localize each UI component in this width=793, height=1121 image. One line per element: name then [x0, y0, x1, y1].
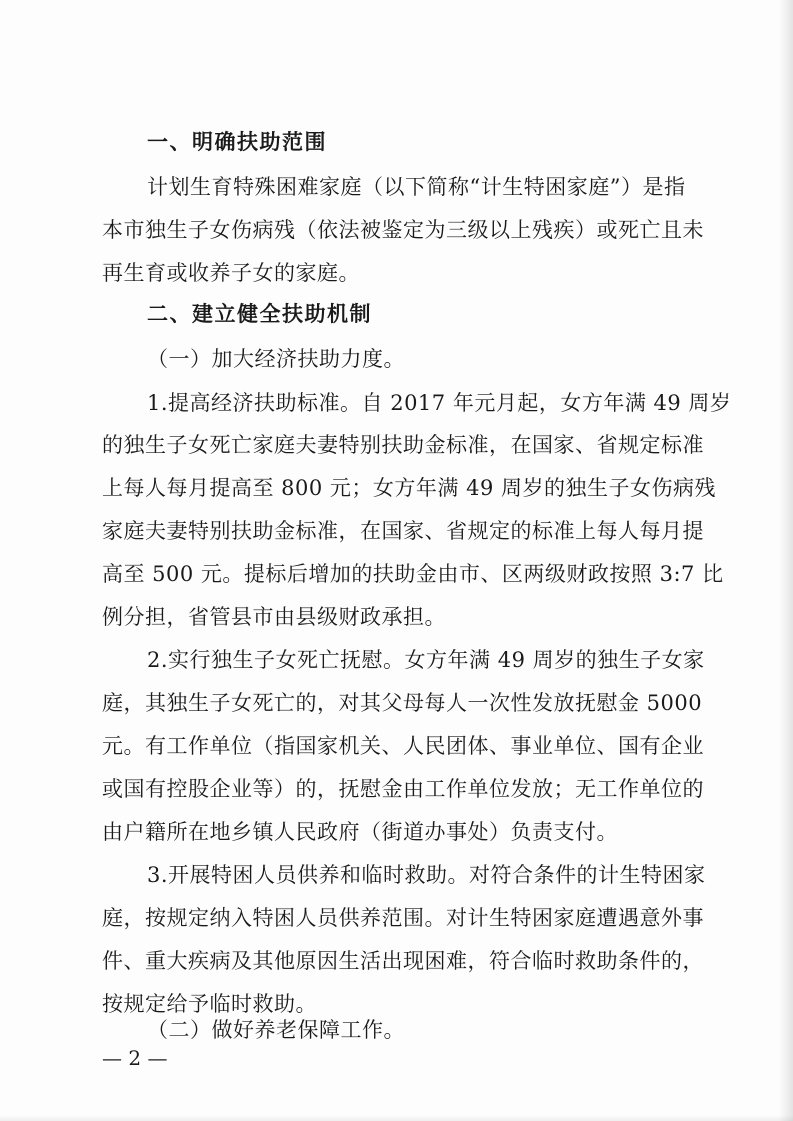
paragraph-line: 本市独生子女伤病残（依法被鉴定为三级以上残疾）或死亡且未 — [102, 218, 704, 242]
paragraph-line: 的独生子女死亡家庭夫妻特别扶助金标准，在国家、省规定标准 — [102, 433, 704, 457]
paragraph-line: 元。有工作单位（指国家机关、人民团体、事业单位、国有企业 — [102, 734, 704, 758]
paragraph-line: 或国有控股企业等）的，抚慰金由工作单位发放；无工作单位的 — [102, 777, 704, 801]
scan-edge-shadow — [779, 0, 793, 1121]
paragraph-line: 2.实行独生子女死亡抚慰。女方年满 49 周岁的独生子女家 — [147, 648, 705, 672]
paragraph-line: 高至 500 元。提标后增加的扶助金由市、区两级财政按照 3:7 比 — [102, 562, 724, 586]
paragraph-line: 上每人每月提高至 800 元；女方年满 49 周岁的独生子女伤病残 — [102, 476, 717, 500]
paragraph-line: 1.提高经济扶助标准。自 2017 年元月起，女方年满 49 周岁 — [147, 391, 732, 415]
paragraph-line: 计划生育特殊困难家庭（以下简称“计生特困家庭”）是指 — [147, 175, 686, 199]
paragraph-line: 庭，按规定纳入特困人员供养范围。对计生特困家庭遭遇意外事 — [102, 906, 704, 930]
paragraph-line: 庭，其独生子女死亡的，对其父母每人一次性发放抚慰金 5000 — [102, 691, 703, 715]
paragraph-line: 由户籍所在地乡镇人民政府（街道办事处）负责支付。 — [102, 820, 618, 844]
paragraph-line: 再生育或收养子女的家庭。 — [102, 261, 360, 285]
section-heading-2: 二、建立健全扶助机制 — [147, 302, 372, 326]
subsection-heading: （二）做好养老保障工作。 — [147, 1018, 405, 1042]
subsection-heading: （一）加大经济扶助力度。 — [147, 347, 405, 371]
paragraph-line: 3.开展特困人员供养和临时救助。对符合条件的计生特困家 — [147, 863, 706, 887]
paragraph-line: 件、重大疾病及其他原因生活出现困难，符合临时救助条件的， — [102, 949, 704, 973]
paragraph-line: 按规定给予临时救助。 — [102, 992, 317, 1016]
paragraph-line: 例分担，省管县市由县级财政承担。 — [102, 605, 446, 629]
section-heading-1: 一、明确扶助范围 — [147, 130, 327, 154]
scan-edge-shadow — [0, 1115, 793, 1121]
page-number: — 2 — — [102, 1046, 168, 1070]
paragraph-line: 家庭夫妻特别扶助金标准，在国家、省规定的标准上每人每月提 — [102, 519, 704, 543]
